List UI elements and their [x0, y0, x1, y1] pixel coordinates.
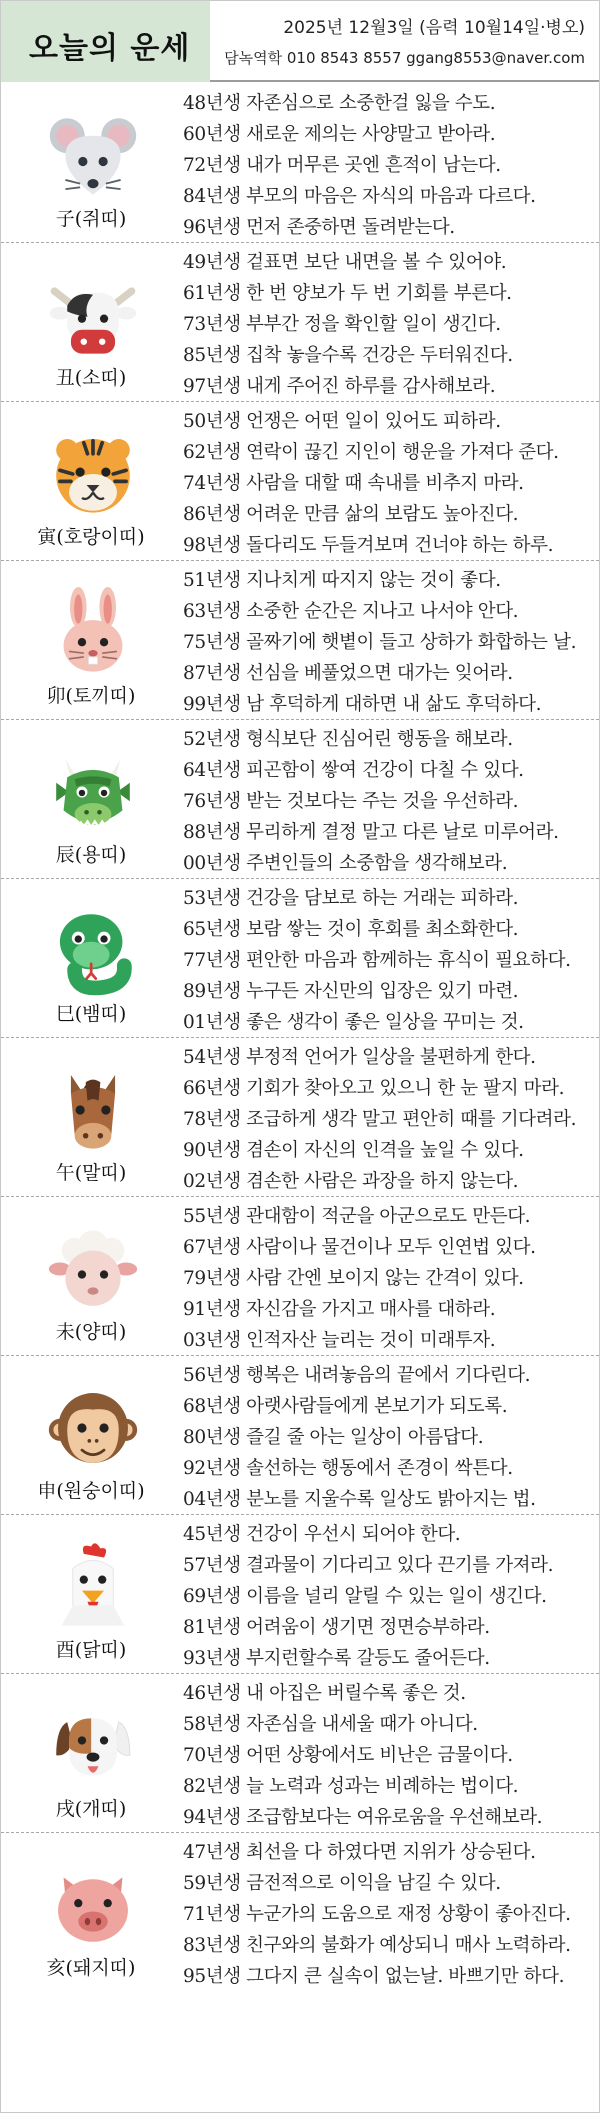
fortune-line: 81년생 어려움이 생기면 정면승부하라. — [183, 1617, 490, 1638]
fortune-line: 71년생 누군가의 도움으로 재정 상황이 좋아진다. — [183, 1904, 571, 1925]
fortune-line: 53년생 건강을 담보로 하는 거래는 피하라. — [183, 888, 519, 909]
fortune-lines — [183, 88, 593, 243]
fortune-line: 56년생 행복은 내려놓음의 끝에서 기다린다. — [183, 1365, 531, 1386]
fortune-lines — [183, 406, 593, 561]
fortune-line: 54년생 부정적 언어가 일상을 불편하게 한다. — [183, 1047, 536, 1068]
fortune-line: 98년생 돌다리도 두들겨보며 건너야 하는 하루. — [183, 535, 554, 556]
fortune-line: 62년생 연락이 끊긴 지인이 행운을 가져다 준다. — [183, 442, 559, 463]
rabbit-icon — [47, 587, 139, 679]
zodiac-entry — [1, 84, 599, 243]
zodiac-entry — [1, 1674, 599, 1833]
fortune-line: 50년생 언쟁은 어떤 일이 있어도 피하라. — [183, 411, 501, 432]
fortune-line: 82년생 늘 노력과 성과는 비례하는 법이다. — [183, 1776, 519, 1797]
zodiac-name: 申(원숭이띠) — [37, 1480, 145, 1502]
zodiac-name: 寅(호랑이띠) — [37, 526, 145, 548]
rooster-icon — [47, 1541, 139, 1633]
fortune-line: 74년생 사람을 대할 때 속내를 비추지 마라. — [183, 473, 524, 494]
fortune-line: 04년생 분노를 지울수록 일상도 밝아지는 법. — [183, 1489, 536, 1510]
tiger-icon — [47, 428, 139, 520]
fortune-line: 51년생 지나치게 따지지 않는 것이 좋다. — [183, 570, 501, 591]
fortune-line: 63년생 소중한 순간은 지나고 나서야 안다. — [183, 601, 519, 622]
fortune-lines — [183, 247, 593, 402]
zodiac-entry — [1, 879, 599, 1038]
fortune-line: 99년생 남 후덕하게 대하면 내 삶도 후덕하다. — [183, 694, 542, 715]
zodiac-entry — [1, 1515, 599, 1674]
zodiac-entry — [1, 243, 599, 402]
zodiac-name: 午(말띠) — [55, 1162, 127, 1184]
zodiac-name: 亥(돼지띠) — [46, 1957, 136, 1979]
ox-icon — [47, 269, 139, 361]
zodiac-name: 未(양띠) — [55, 1321, 127, 1343]
fortune-line: 69년생 이름을 널리 알릴 수 있는 일이 생긴다. — [183, 1586, 547, 1607]
fortune-line: 67년생 사람이나 물건이나 모두 인연법 있다. — [183, 1237, 536, 1258]
zodiac-list — [1, 84, 599, 1992]
fortune-line: 03년생 인적자산 늘리는 것이 미래투자. — [183, 1330, 496, 1351]
zodiac-name: 丑(소띠) — [55, 367, 127, 389]
fortune-line: 72년생 내가 머무른 곳엔 흔적이 남는다. — [183, 155, 501, 176]
fortune-line: 70년생 어떤 상황에서도 비난은 금물이다. — [183, 1745, 513, 1766]
fortune-line: 57년생 결과물이 기다리고 있다 끈기를 가져라. — [183, 1555, 554, 1576]
fortune-line: 52년생 형식보단 진심어린 행동을 해보라. — [183, 729, 513, 750]
fortune-line: 59년생 금전적으로 이익을 남길 수 있다. — [183, 1873, 501, 1894]
zodiac-entry — [1, 1038, 599, 1197]
fortune-line: 55년생 관대함이 적군을 아군으로도 만든다. — [183, 1206, 531, 1227]
dog-icon — [47, 1700, 139, 1792]
zodiac-name: 辰(용띠) — [55, 844, 127, 866]
fortune-lines — [183, 565, 593, 720]
monkey-icon — [47, 1382, 139, 1474]
pig-icon — [47, 1859, 139, 1951]
fortune-line: 83년생 친구와의 불화가 예상되니 매사 노력하라. — [183, 1935, 571, 1956]
horse-icon — [47, 1064, 139, 1156]
fortune-line: 89년생 누구든 자신만의 입장은 있기 마련. — [183, 981, 519, 1002]
fortune-line: 02년생 겸손한 사람은 과장을 하지 않는다. — [183, 1171, 519, 1192]
fortune-line: 92년생 솔선하는 행동에서 존경이 싹튼다. — [183, 1458, 513, 1479]
fortune-line: 84년생 부모의 마음은 자식의 마음과 다르다. — [183, 186, 536, 207]
fortune-line: 65년생 보람 쌓는 것이 후회를 최소화한다. — [183, 919, 519, 940]
fortune-line: 77년생 편안한 마음과 함께하는 휴식이 필요하다. — [183, 950, 571, 971]
zodiac-name: 戌(개띠) — [55, 1798, 127, 1820]
fortune-line: 58년생 자존심을 내세울 때가 아니다. — [183, 1714, 478, 1735]
page-title: 오늘의 운세 — [29, 31, 191, 66]
fortune-line: 78년생 조급하게 생각 말고 편안히 때를 기다려라. — [183, 1109, 577, 1130]
fortune-lines — [183, 1837, 593, 1992]
fortune-line: 68년생 아랫사람들에게 본보기가 되도록. — [183, 1396, 508, 1417]
fortune-lines — [183, 1519, 593, 1674]
fortune-line: 75년생 골짜기에 햇볕이 들고 상하가 화합하는 날. — [183, 632, 577, 653]
contact-line: 담녹역학 010 8543 8557 ggang8553@naver.com — [224, 49, 585, 67]
fortune-line: 49년생 겉표면 보단 내면을 볼 수 있어야. — [183, 252, 507, 273]
fortune-line: 93년생 부지런할수록 갈등도 줄어든다. — [183, 1648, 490, 1669]
dragon-icon — [47, 746, 139, 838]
fortune-line: 66년생 기회가 찾아오고 있으니 한 눈 팔지 마라. — [183, 1078, 565, 1099]
fortune-line: 45년생 건강이 우선시 되어야 한다. — [183, 1524, 461, 1545]
zodiac-name: 巳(뱀띠) — [55, 1003, 127, 1025]
zodiac-name: 酉(닭띠) — [55, 1639, 127, 1661]
fortune-line: 79년생 사람 간엔 보이지 않는 간격이 있다. — [183, 1268, 524, 1289]
zodiac-entry — [1, 1356, 599, 1515]
zodiac-entry — [1, 720, 599, 879]
fortune-lines — [183, 1042, 593, 1197]
fortune-line: 87년생 선심을 베풀었으면 대가는 잊어라. — [183, 663, 513, 684]
fortune-line: 95년생 그다지 큰 실속이 없는날. 바쁘기만 하다. — [183, 1966, 565, 1987]
fortune-line: 90년생 겸손이 자신의 인격을 높일 수 있다. — [183, 1140, 524, 1161]
fortune-lines — [183, 883, 593, 1038]
fortune-line: 46년생 내 아집은 버릴수록 좋은 것. — [183, 1683, 466, 1704]
sheep-icon — [47, 1223, 139, 1315]
rat-icon — [47, 110, 139, 202]
fortune-lines — [183, 1201, 593, 1356]
header — [1, 1, 599, 82]
fortune-line: 60년생 새로운 제의는 사양말고 받아라. — [183, 124, 496, 145]
fortune-line: 94년생 조급함보다는 여유로움을 우선해보라. — [183, 1807, 543, 1828]
zodiac-entry — [1, 402, 599, 561]
fortune-line: 01년생 좋은 생각이 좋은 일상을 꾸미는 것. — [183, 1012, 524, 1033]
fortune-line: 61년생 한 번 양보가 두 번 기회를 부른다. — [183, 283, 512, 304]
fortune-line: 48년생 자존심으로 소중한걸 잃을 수도. — [183, 93, 496, 114]
zodiac-entry — [1, 1197, 599, 1356]
fortune-line: 88년생 무리하게 결정 말고 다른 날로 미루어라. — [183, 822, 559, 843]
date-line: 2025년 12월3일 (음력 10월14일·병오) — [283, 18, 585, 38]
zodiac-name: 子(쥐띠) — [55, 208, 127, 230]
snake-icon — [47, 905, 139, 997]
fortune-line: 96년생 먼저 존중하면 돌려받는다. — [183, 217, 455, 238]
fortune-line: 80년생 즐길 줄 아는 일상이 아름답다. — [183, 1427, 484, 1448]
fortune-line: 73년생 부부간 정을 확인할 일이 생긴다. — [183, 314, 501, 335]
zodiac-entry — [1, 561, 599, 720]
zodiac-name: 卯(토끼띠) — [46, 685, 136, 707]
zodiac-entry — [1, 1833, 599, 1992]
fortune-line: 97년생 내게 주어진 하루를 감사해보라. — [183, 376, 496, 397]
fortune-lines — [183, 724, 593, 879]
fortune-line: 47년생 최선을 다 하였다면 지위가 상승된다. — [183, 1842, 536, 1863]
fortune-lines — [183, 1360, 593, 1515]
fortune-line: 76년생 받는 것보다는 주는 것을 우선하라. — [183, 791, 519, 812]
fortune-lines — [183, 1678, 593, 1833]
fortune-line: 85년생 집착 놓을수록 건강은 두터워진다. — [183, 345, 513, 366]
fortune-line: 00년생 주변인들의 소중함을 생각해보라. — [183, 853, 508, 874]
fortune-line: 91년생 자신감을 가지고 매사를 대하라. — [183, 1299, 496, 1320]
fortune-line: 64년생 피곤함이 쌓여 건강이 다칠 수 있다. — [183, 760, 524, 781]
fortune-line: 86년생 어려운 만큼 삶의 보람도 높아진다. — [183, 504, 519, 525]
